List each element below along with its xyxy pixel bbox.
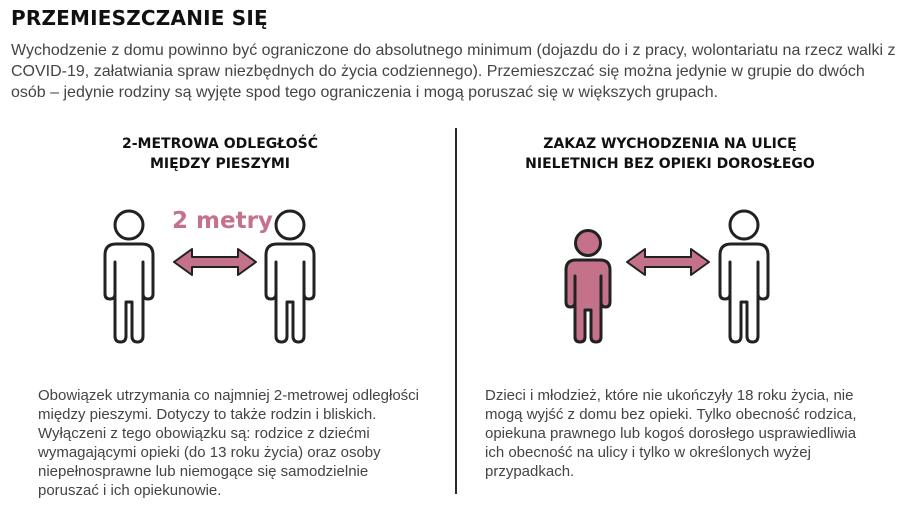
left-description [38,386,448,500]
adult-left-icon [96,208,162,346]
left-title-line-1: 2-METROWA ODLEGŁOŚĆ [121,136,319,152]
right-title-line-1: ZAKAZ WYCHODZENIA NA ULICĘ [543,136,797,152]
double-arrow-right-icon [625,247,711,277]
left-text-line: Obowiązek utrzymania co najmniej 2-metrowej odległości [38,387,419,404]
child-icon [557,228,619,346]
distance-label: 2 metry [172,208,273,234]
right-text-line: Dzieci i młodzież, które nie ukończyły 18 roku życia, nie [485,387,854,404]
double-arrow-left-icon [172,247,258,277]
right-text-line: przypadkach. [485,463,575,480]
right-title-line-2: NIELETNICH BEZ OPIEKI DOROSŁEGO [525,156,815,172]
left-text-line: Wyłączeni z tego obowiązku są: rodzice z dziećmi [38,425,370,442]
left-section-title [60,134,380,174]
left-text-line: wymagającymi opieki (do 13 roku życia) oraz osoby [38,444,381,461]
right-description [485,386,895,481]
right-text-line: mogą wyjść z domu bez opieki. Tylko obecność rodzica, [485,406,857,423]
right-text-line: opiekuna prawnego lub kogoś dorosłego usprawiedliwia [485,425,857,442]
column-divider [455,128,457,494]
page-title: PRZEMIESZCZANIE SIĘ [11,6,268,30]
adult-right-icon [257,208,323,346]
left-text-line: między pieszymi. Dotyczy to także rodzin i bliskich. [38,406,377,423]
right-section-title [505,134,835,174]
left-text-line: niepełnosprawne lub niemogące się samodzielnie [38,463,369,480]
intro-paragraph: Wychodzenie z domu powinno być ograniczone do absolutnego minimum (dojazdu do i z pracy, wolontariatu na rzecz walki z COVID-19, załatwiania spraw niezbędnych do życia codziennego). Przemieszczać się można jedynie w grupie do dwóch osób – jedynie rodziny są wyjęte spod tego ograniczenia i mogą poruszać się w większych grupach. [11,42,896,101]
adult-guardian-icon [711,208,777,346]
left-text-line: poruszać i ich opiekunowie. [38,482,222,499]
right-text-line: ich obecność na ulicy i tylko w określonych wyżej [485,444,811,461]
left-title-line-2: MIĘDZY PIESZYMI [149,156,291,172]
